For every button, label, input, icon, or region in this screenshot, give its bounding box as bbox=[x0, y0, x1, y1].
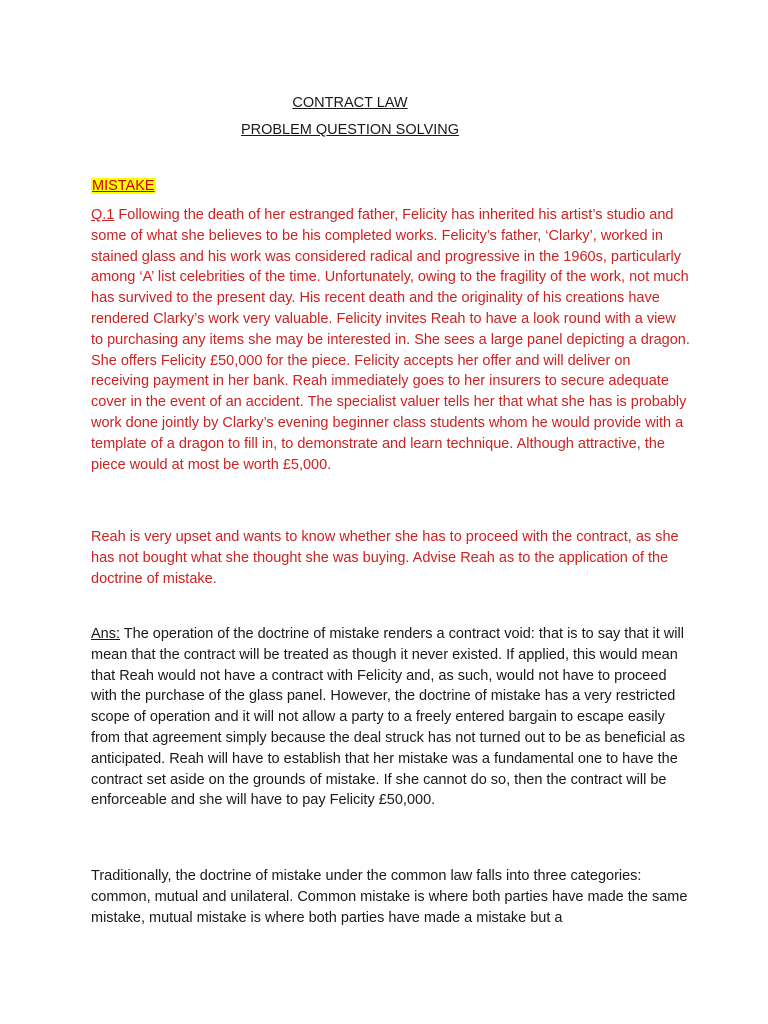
answer-label: Ans: bbox=[91, 626, 121, 642]
document-subtitle: PROBLEM QUESTION SOLVING bbox=[240, 122, 460, 138]
answer-paragraph bbox=[91, 624, 691, 811]
question-paragraph bbox=[91, 205, 691, 475]
section-heading: MISTAKE bbox=[92, 178, 155, 194]
question-text: Following the death of her estranged father, Felicity has inherited his artist’s studio and some of what she believes to be his completed works. Felicity’s father, ‘Clarky’, worked in stained glass and his work was considered radical and progressive in the 1960s, particularly among ‘A’ list celebrities of the time. Unfortunately, owing to the fragility of the work, not much has survived to the present day. His recent death and the originality of his creations have rendered Clarky’s work very valuable. Felicity invites Reah to have a look round with a view to purchasing any items she may be interested in. She sees a large panel depicting a dragon. She offers Felicity £50,000 for the piece. Felicity accepts her offer and will deliver on receiving payment in her bank. Reah immediately goes to her insurers to secure adequate cover in the event of an accident. The specialist valuer tells her that what she has is probably work done jointly by Clarky’s evening beginner class students whom he would provide with a template of a dragon to fill in, to demonstrate and learn technique. Although attractive, the piece would at most be worth £5,000. bbox=[91, 207, 690, 473]
question-label: Q.1 bbox=[91, 207, 115, 223]
answer-text: The operation of the doctrine of mistake renders a contract void: that is to say that it will mean that the contract will be treated as though it never existed. If applied, this would mean that Reah would not have a contract with Felicity and, as such, would not have to proceed with the purchase of the glass panel. However, the doctrine of mistake has a very restricted scope of operation and it will not allow a party to a freely entered bargain to escape easily from that agreement simply because the deal struck has not turned out to be as beneficial as anticipated. Reah will have to establish that her mistake was a fundamental one to have the contract set aside on the grounds of mistake. If she cannot do so, then the contract will be enforceable and she will have to pay Felicity £50,000. bbox=[91, 626, 686, 809]
answer-continuation-paragraph: Traditionally, the doctrine of mistake under the common law falls into three categories: common, mutual and unilateral. Common mistake is where both parties have made the same mistake, mutual mistake is where both parties have made a mistake but a bbox=[91, 868, 688, 926]
question-instruction-paragraph: Reah is very upset and wants to know whether she has to proceed with the contract, as she has not bought what she thought she was buying. Advise Reah as to the application of the doctrine of mistake. bbox=[91, 529, 679, 587]
document-title: CONTRACT LAW bbox=[292, 95, 408, 111]
